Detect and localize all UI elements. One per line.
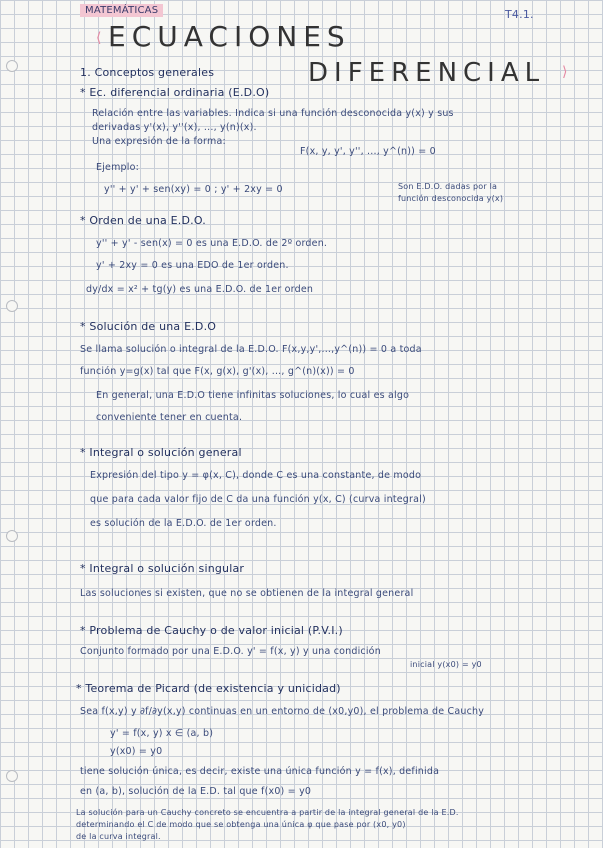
binder-holes	[6, 0, 18, 848]
text-line: Una expresión de la forma:	[92, 136, 226, 147]
text-line: tiene solución única, es decir, existe una única función y = f(x), definida	[80, 766, 440, 777]
text-line: que para cada valor fijo de C da una función y(x, C) (curva integral)	[90, 494, 426, 505]
text-line: función desconocida y(x)	[398, 194, 504, 203]
text-line: y'' + y' + sen(xy) = 0 ; y' + 2xy = 0	[104, 184, 283, 195]
section-heading: * Ec. diferencial ordinaria (E.D.O)	[80, 86, 270, 99]
section-heading: * Orden de una E.D.O.	[80, 214, 206, 227]
section-heading: * Integral o solución singular	[80, 562, 245, 575]
text-line: dy/dx = x² + tg(y) es una E.D.O. de 1er orden	[86, 284, 314, 295]
text-line: Conjunto formado por una E.D.O. y' = f(x, y) y una condición	[80, 646, 381, 657]
formula: F(x, y, y', y'', ..., y^(n)) = 0	[300, 146, 436, 157]
text-line: Son E.D.O. dadas por la	[398, 182, 498, 191]
theme-tag: T4.1.	[505, 8, 534, 21]
section-heading: * Integral o solución general	[80, 446, 242, 459]
text-line: y'' + y' - sen(x) = 0 es una E.D.O. de 2º orden.	[96, 238, 328, 249]
text-line: determinando el C de modo que se obtenga una única φ que pase por (x0, y0)	[76, 820, 406, 829]
text-line: Se llama solución o integral de la E.D.O. F(x,y,y',...,y^(n)) = 0 a toda	[80, 344, 422, 355]
binder-hole	[6, 300, 18, 312]
text-line: inicial y(x0) = y0	[410, 660, 482, 669]
text-line: derivadas y'(x), y''(x), ..., y(n)(x).	[92, 122, 257, 133]
page-title-line1: ECUACIONES	[108, 20, 351, 53]
text-line: En general, una E.D.O tiene infinitas soluciones, lo cual es algo	[96, 390, 410, 401]
text-line: en (a, b), solución de la E.D. tal que f(x0) = y0	[80, 786, 312, 797]
text-line: de la curva integral.	[76, 832, 161, 841]
squiggle-decoration: ⟩	[562, 64, 568, 80]
text-line: es solución de la E.D.O. de 1er orden.	[90, 518, 277, 529]
text-line: función y=g(x) tal que F(x, g(x), g'(x), ..., g^(n)(x)) = 0	[80, 366, 355, 377]
squiggle-decoration: ⟨	[96, 30, 102, 46]
text-line: y' + 2xy = 0 es una EDO de 1er orden.	[96, 260, 289, 271]
page-title-line2: DIFERENCIAL	[308, 58, 546, 88]
text-line: Expresión del tipo y = φ(x, C), donde C es una constante, de modo	[90, 470, 422, 481]
text-line: Las soluciones si existen, que no se obtienen de la integral general	[80, 588, 414, 599]
subject-tag: MATEMÁTICAS	[80, 4, 163, 17]
section-heading: * Solución de una E.D.O	[80, 320, 217, 333]
binder-hole	[6, 770, 18, 782]
text-line: Ejemplo:	[96, 162, 140, 173]
section-heading: * Teorema de Picard (de existencia y unicidad)	[76, 682, 341, 695]
section-heading: * Problema de Cauchy o de valor inicial (P.V.I.)	[80, 624, 343, 637]
text-line: Sea f(x,y) y ∂f/∂y(x,y) continuas en un entorno de (x0,y0), el problema de Cauchy	[80, 706, 485, 717]
binder-hole	[6, 60, 18, 72]
text-line: La solución para un Cauchy concreto se encuentra a partir de la integral general de la E.D.	[76, 808, 459, 817]
section-heading: 1. Conceptos generales	[80, 66, 215, 79]
text-line: conveniente tener en cuenta.	[96, 412, 243, 423]
text-line: y' = f(x, y) x ∈ (a, b)	[110, 728, 214, 739]
text-line: Relación entre las variables. Indica si una función desconocida y(x) y sus	[92, 108, 454, 119]
binder-hole	[6, 530, 18, 542]
text-line: y(x0) = y0	[110, 746, 163, 757]
